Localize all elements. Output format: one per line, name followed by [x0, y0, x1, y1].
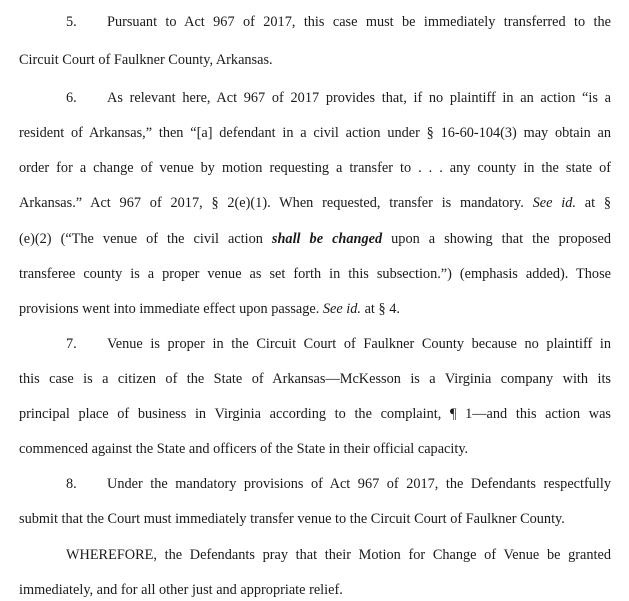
line-7-text-after: at § 4. — [364, 301, 400, 317]
line-5-text-after: upon a showing that the proposed — [391, 231, 611, 247]
paragraph-7-line-1: Venue is proper in the Circuit Court of Faulkner County because no plaintiff in — [107, 336, 611, 352]
paragraph-7-line-3: principal place of business in Virginia according to the complaint, ¶ 1—and this action was — [19, 406, 611, 422]
citation-see-id: See id. — [532, 195, 576, 211]
paragraph-number-5: 5. — [66, 14, 77, 30]
paragraph-number-7: 7. — [66, 336, 77, 352]
closing-line-2: immediately, and for all other just and appropriate relief. — [19, 582, 343, 598]
paragraph-6-line-3: order for a change of venue by motion requesting a transfer to . . . any county in the state of — [19, 160, 611, 176]
paragraph-5-line-2: Circuit Court of Faulkner County, Arkansas. — [19, 52, 273, 68]
closing-line-1: WHEREFORE, the Defendants pray that their Motion for Change of Venue be granted — [66, 547, 611, 563]
paragraph-8-line-2: submit that the Court must immediately transfer venue to the Circuit Court of Faulkner County. — [19, 511, 565, 527]
line-7-text: provisions went into immediate effect upon passage. — [19, 301, 320, 317]
emphasized-text: shall be changed — [271, 231, 383, 247]
paragraph-7-line-2: this case is a citizen of the State of Arkansas—McKesson is a Virginia company with its — [19, 371, 611, 387]
paragraph-6-line-6: transferee county is a proper venue as set forth in this subsection.”) (emphasis added). Those — [19, 266, 611, 282]
line-4-text: Arkansas.” Act 967 of 2017, § 2(e)(1). When requested, transfer is mandatory. — [19, 195, 524, 211]
paragraph-6-line-2: resident of Arkansas,” then “[a] defendant in a civil action under § 16-60-104(3) may obtain an — [19, 125, 611, 141]
citation-see-id-2: See id. — [322, 301, 361, 317]
paragraph-6-line-4 — [19, 194, 611, 212]
paragraph-number-6: 6. — [66, 90, 77, 106]
paragraph-6-line-7 — [19, 300, 611, 318]
paragraph-7-line-4: commenced against the State and officers of the State in their official capacity. — [19, 441, 469, 457]
citation-at-section: at § — [584, 195, 612, 211]
line-5-text: (e)(2) (“The venue of the civil action — [19, 231, 263, 247]
paragraph-5-line-1: Pursuant to Act 967 of 2017, this case must be immediately transferred to the — [107, 14, 611, 30]
paragraph-8-line-1: Under the mandatory provisions of Act 967 of 2017, the Defendants respectfully — [107, 476, 611, 492]
paragraph-6-line-1: As relevant here, Act 967 of 2017 provides that, if no plaintiff in an action “is a — [107, 90, 611, 106]
paragraph-number-8: 8. — [66, 476, 77, 492]
paragraph-6-line-5 — [19, 230, 611, 248]
